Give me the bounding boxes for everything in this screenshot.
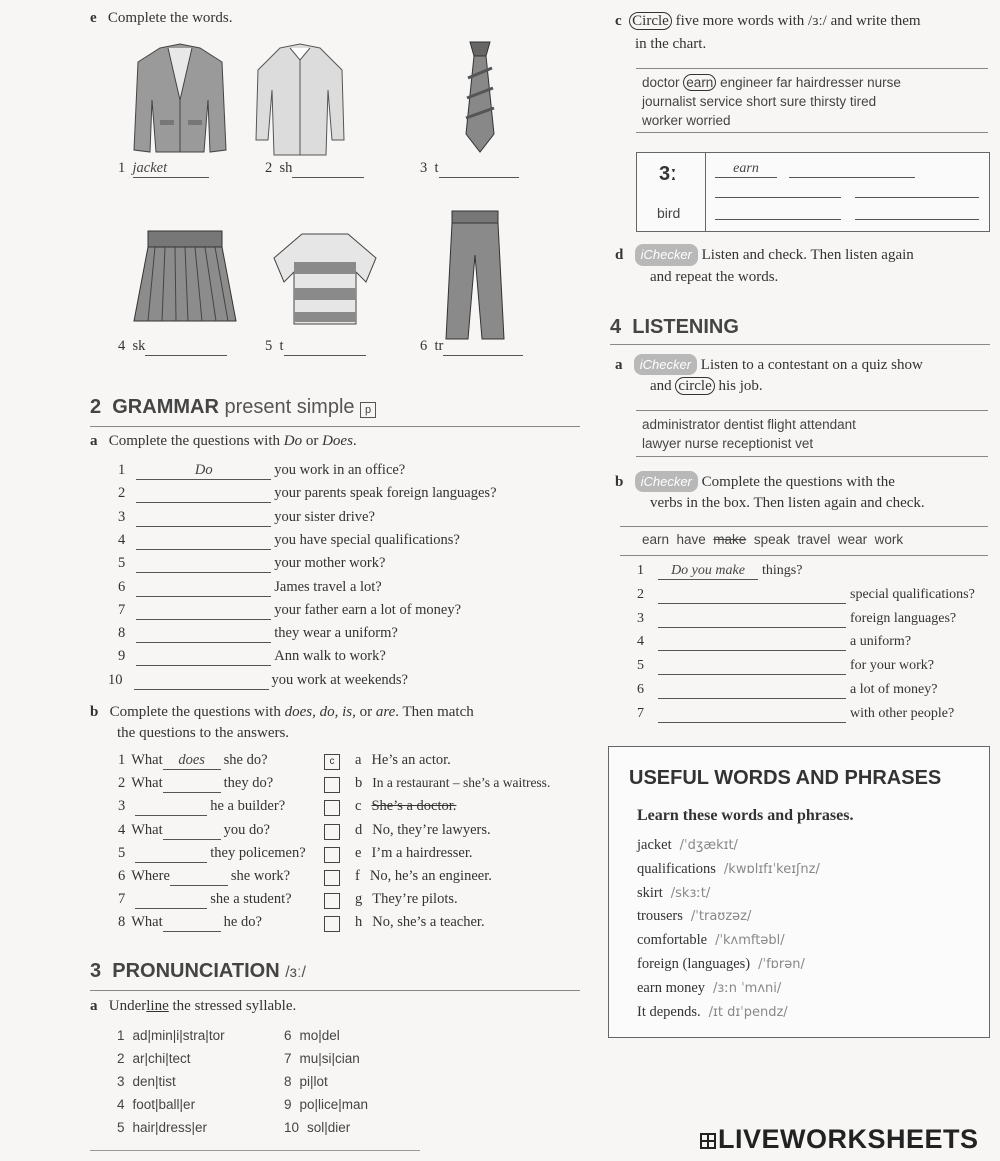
e-blank-4[interactable] [145, 338, 227, 356]
la-box-bottom-rule [636, 456, 988, 457]
match-box[interactable] [324, 916, 340, 932]
listening-b-blank[interactable] [658, 682, 846, 699]
chart-blank-6[interactable] [855, 219, 979, 220]
match-box[interactable] [324, 870, 340, 886]
c-box-top-rule [636, 68, 988, 69]
useful-word-item: foreign (languages) /ˈfɒrən/ [637, 956, 805, 972]
trousers-image [440, 205, 510, 345]
grammar-divider [90, 426, 580, 427]
listening-b-item: 4 a uniform? [637, 634, 912, 650]
grammar-heading: 2 GRAMMAR present simple p [90, 396, 376, 419]
grammar-a-blank[interactable] [136, 625, 271, 643]
grammar-a-item: 7 your father earn a lot of money? [118, 601, 462, 618]
grammar-b-item: 8 What he do? [118, 914, 262, 931]
useful-word-item: trousers /ˈtraʊzəz/ [637, 908, 752, 925]
grammar-a-blank[interactable] [136, 579, 271, 597]
lb-box-top-rule [620, 526, 988, 527]
section-c-instruction: c Circle five more words with /ɜː/ and write them in the chart. [615, 13, 921, 52]
listening-b-item: 7 with other people? [637, 705, 955, 721]
grammar-a-blank[interactable] [136, 555, 271, 573]
c-word-box: doctor earn engineer far hairdresser nurse journalist service short sure thirsty tired worker worried [642, 75, 901, 128]
grammar-b-item: 4 What you do? [118, 821, 270, 838]
listening-heading: 4 LISTENING [610, 316, 739, 338]
grammar-a-item: 5 your mother work? [118, 555, 386, 572]
useful-word-item: jacket /ˈdʒækɪt/ [637, 837, 738, 853]
e-item-1: 1 jacket [118, 160, 209, 178]
grammar-b-blank[interactable] [163, 914, 221, 932]
verbs-box: earn have make speak travel wear work [642, 532, 904, 547]
ichecker-badge-lb[interactable]: iChecker [635, 471, 698, 492]
ichecker-badge-d[interactable]: iChecker [635, 244, 698, 266]
match-box[interactable] [324, 824, 340, 840]
grammar-a-blank[interactable] [136, 532, 271, 550]
grammar-a-blank[interactable] [136, 648, 271, 666]
grammar-b-blank[interactable]: does [163, 752, 221, 770]
e-answer-1[interactable]: jacket [133, 160, 209, 178]
pronunciation-word: 8 pi|lot [284, 1074, 328, 1089]
grammar-a-blank[interactable]: Do [136, 462, 271, 480]
grammar-a-item: 8 they wear a uniform? [118, 625, 398, 642]
grammar-a-blank[interactable] [136, 485, 271, 503]
jacket-image [130, 40, 230, 160]
lb-box-bottom-rule [620, 555, 988, 556]
grammar-b-item: 6 Where she work? [118, 868, 291, 884]
e-blank-5[interactable] [284, 338, 366, 356]
pronunciation-word: 9 po|lice|man [284, 1097, 369, 1112]
pronunciation-divider [90, 990, 580, 991]
grammar-b-blank[interactable] [135, 845, 207, 863]
section-e-heading: e Complete the words. [90, 10, 233, 26]
grammar-b-blank[interactable] [135, 891, 207, 909]
listening-b-blank[interactable] [658, 587, 846, 604]
jobs-box: administrator dentist flight attendant lawyer nurse receptionist vet [642, 417, 856, 451]
section-d-instruction: d iChecker Listen and check. Then listen again and repeat the words. [615, 244, 914, 288]
listening-b-blank[interactable] [658, 658, 846, 675]
grammar-a-item: 10 you work at weekends? [108, 671, 408, 688]
logo-icon [700, 1133, 716, 1149]
e-item-6: 6 tr [420, 338, 523, 356]
pronunciation-word: 4 foot|ball|er [117, 1097, 196, 1112]
chart-blank-2[interactable] [789, 177, 915, 178]
pronunciation-word: 1 ad|min|i|stra|tor [117, 1028, 225, 1043]
chart-answer-1[interactable]: earn [715, 161, 777, 178]
pronunciation-word: 6 mo|del [284, 1028, 340, 1043]
grammar-b-answer: e I’m a hairdresser. [355, 844, 473, 861]
grammar-a-blank[interactable] [134, 672, 269, 690]
earn-circled-word[interactable]: earn [683, 74, 716, 91]
pronunciation-word: 10 sol|dier [284, 1120, 351, 1135]
tie-image [450, 38, 510, 158]
grammar-b-item: 7 she a student? [118, 891, 292, 908]
useful-word-item: It depends. /ɪt dɪˈpendz/ [637, 1003, 788, 1020]
liveworksheets-logo[interactable]: LIVEWORKSHEETS [700, 1124, 979, 1155]
pronunciation-heading: 3 PRONUNCIATION /ɜː/ [90, 960, 306, 982]
grammar-b-answer: c She’s a doctor. [355, 798, 457, 815]
grammar-b-item: 5 they policemen? [118, 844, 306, 861]
grammar-a-item: 1 Do you work in an office? [118, 462, 406, 478]
bird-icon: 3ː [659, 163, 677, 185]
grammar-b-answer: d No, they’re lawyers. [355, 821, 491, 838]
chart-blank-4[interactable] [855, 197, 979, 198]
match-box[interactable] [324, 800, 340, 816]
match-box[interactable] [324, 893, 340, 909]
match-box[interactable] [324, 847, 340, 863]
listening-b-item: 2 special qualifications? [637, 586, 975, 602]
useful-word-item: earn money /ɜːn ˈmʌni/ [637, 979, 782, 996]
grammar-b-item: 2 What they do? [118, 775, 274, 792]
match-box[interactable]: c [324, 754, 340, 770]
e-blank-2[interactable] [292, 160, 364, 178]
grammar-a-item: 3 your sister drive? [118, 508, 375, 525]
shirt-image [250, 40, 350, 160]
la-box-top-rule [636, 410, 988, 411]
skirt-image [130, 225, 240, 325]
pronunciation-word: 7 mu|si|cian [284, 1051, 360, 1066]
grammar-b-answer: f No, he’s an engineer. [355, 868, 492, 884]
pronunciation-word: 5 hair|dress|er [117, 1120, 208, 1135]
grammar-a-blank[interactable] [136, 602, 271, 620]
listening-b-item: 3 foreign languages? [637, 610, 957, 626]
grammar-b-answer: a He’s an actor. [355, 752, 451, 768]
listening-b-blank[interactable] [658, 706, 846, 723]
grammar-b-blank[interactable] [170, 868, 228, 886]
e-item-2: 2 sh [265, 160, 364, 178]
footer-partial-line [90, 1150, 420, 1159]
sound-chart [636, 152, 990, 232]
pronunciation-a-instruction: a Underline the stressed syllable. [90, 998, 297, 1014]
grammar-a-blank[interactable] [136, 509, 271, 527]
grammar-b-answer: b In a restaurant – she’s a waitress. [355, 775, 551, 792]
match-box[interactable] [324, 777, 340, 793]
grammar-a-item: 9 Ann walk to work? [118, 648, 386, 665]
listening-b-item: 6 a lot of money? [637, 682, 938, 697]
listening-b-blank[interactable] [658, 634, 846, 651]
grammar-b-item: 1 What does she do? [118, 752, 268, 768]
grammar-a-item: 2 your parents speak foreign languages? [118, 485, 497, 502]
grammar-b-blank[interactable] [135, 798, 207, 816]
listening-a-instruction: a iChecker Listen to a contestant on a quiz show and circle his job. [615, 354, 923, 397]
ichecker-badge-la[interactable]: iChecker [634, 354, 697, 375]
chart-label-cell: 3ː bird [637, 153, 706, 231]
grammar-a-instruction: a Complete the questions with Do or Does. [90, 433, 357, 449]
e-item-3: 3 t [420, 160, 519, 178]
grammar-b-instruction: b Complete the questions with does, do, is, or are. Then match the questions to the answers. [90, 704, 474, 741]
pronunciation-word: 3 den|tist [117, 1074, 176, 1089]
grammar-b-blank[interactable] [163, 775, 221, 793]
sweater-image [270, 228, 380, 328]
useful-word-item: comfortable /ˈkʌmftəbl/ [637, 932, 785, 949]
e-blank-6[interactable] [443, 338, 523, 356]
grammar-b-answer: h No, she’s a teacher. [355, 914, 485, 931]
chart-blank-5[interactable] [715, 219, 841, 220]
listening-b-blank[interactable] [658, 611, 846, 628]
chart-blank-3[interactable] [715, 197, 841, 198]
listening-b-blank[interactable]: Do you make [658, 563, 758, 580]
e-blank-3[interactable] [439, 160, 519, 178]
listening-b-item: 1 Do you make things? [637, 563, 803, 578]
c-box-bottom-rule [636, 132, 988, 133]
grammar-b-answer: g They’re pilots. [355, 891, 458, 908]
e-item-5: 5 t [265, 338, 366, 356]
useful-word-item: qualifications /kwɒlɪfɪˈkeɪʃnz/ [637, 860, 820, 877]
grammar-b-item: 3 he a builder? [118, 798, 286, 815]
useful-word-item: skirt /skɜːt/ [637, 884, 711, 901]
listening-b-item: 5 for your work? [637, 658, 934, 674]
listening-b-instruction: b iChecker Complete the questions with the verbs in the box. Then listen again and check. [615, 471, 925, 514]
e-item-4: 4 sk [118, 338, 227, 356]
pronunciation-word: 2 ar|chi|tect [117, 1051, 191, 1066]
grammar-b-blank[interactable] [163, 822, 221, 840]
grammar-a-item: 6 James travel a lot? [118, 578, 382, 595]
grammar-a-item: 4 you have special qualifications? [118, 531, 460, 548]
grammar-ref-icon[interactable]: p [360, 402, 376, 418]
useful-words-box: USEFUL WORDS AND PHRASES Learn these words and phrases. jacket /ˈdʒækɪt/ qualifications /kwɒlɪfɪˈkeɪʃnz/ skirt /skɜːt/ trousers /ˈtraʊzəz/ comfortable /ˈkʌmftəbl/ foreign (languages) /ˈfɒrən/ earn money /ɜːn ˈmʌni/ It depends. /ɪt dɪˈpendz/ [608, 746, 990, 1038]
listening-divider [610, 344, 990, 345]
